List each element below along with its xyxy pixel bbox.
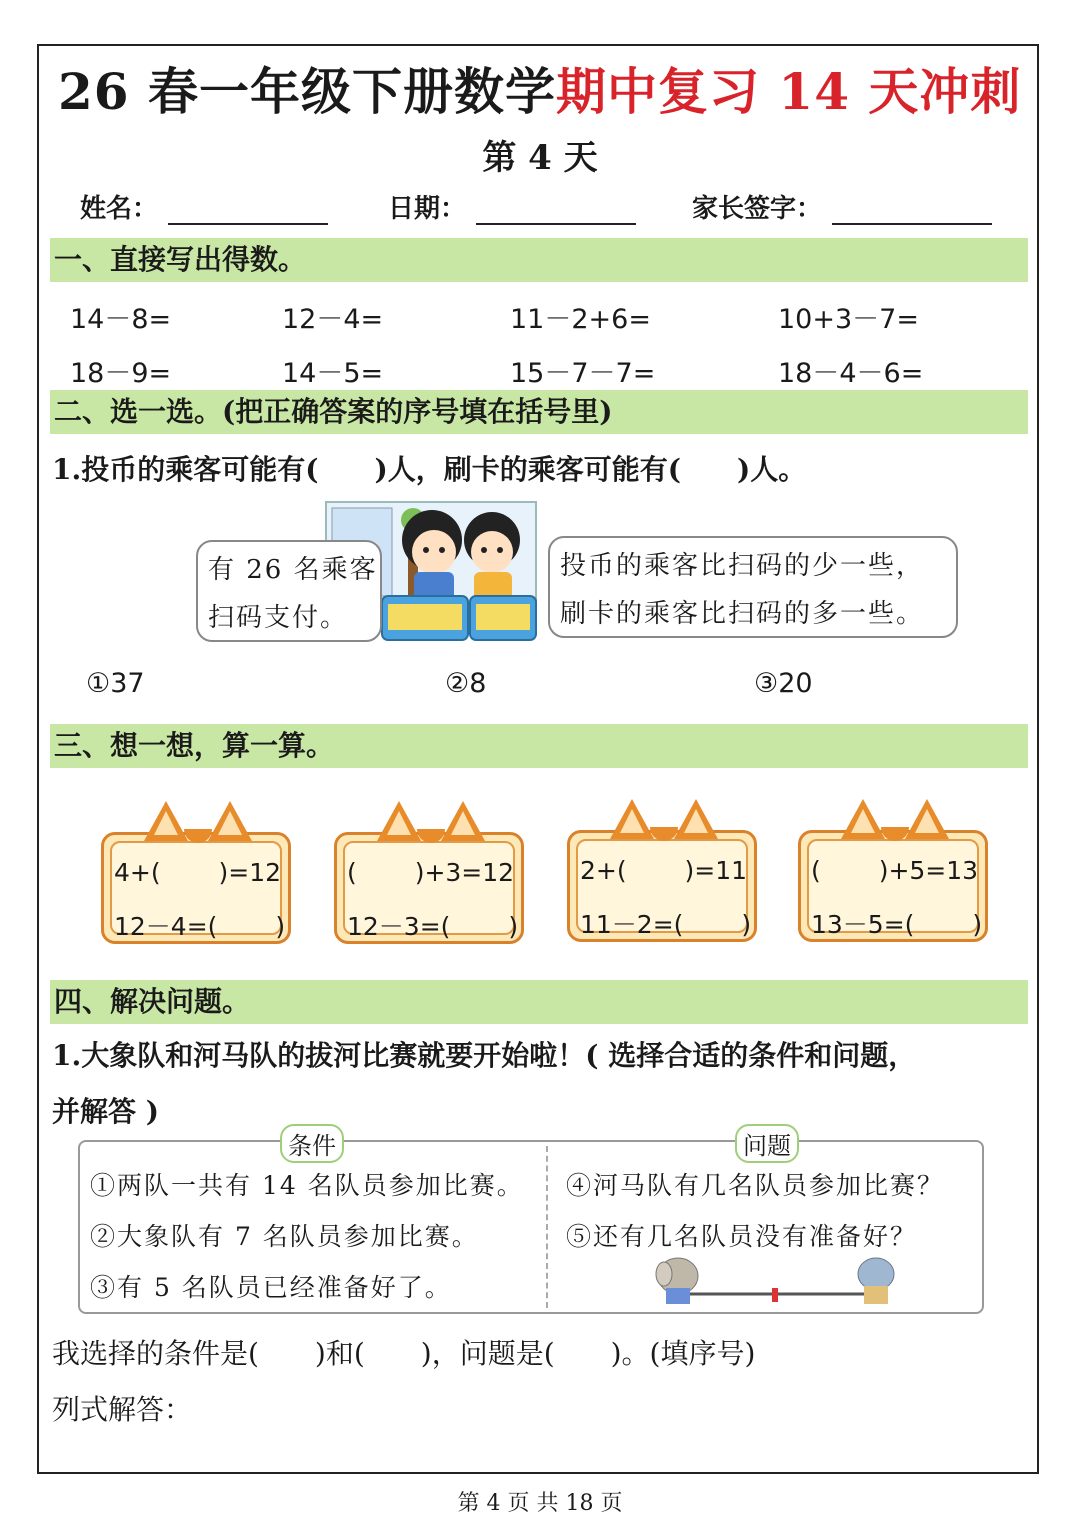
fox-card <box>334 832 524 944</box>
section4-heading: 四、解决问题。 <box>50 980 1028 1024</box>
section1-heading: 一、直接写出得数。 <box>50 238 1028 282</box>
calc-item: 18－4－6= <box>778 358 924 389</box>
section2-heading: 二、选一选。(把正确答案的序号填在括号里) <box>50 390 1028 434</box>
name-field: 姓名： <box>80 188 328 225</box>
option-1[interactable]: ①37 <box>86 668 145 699</box>
speech-bubble-left: 有 26 名乘客 扫码支付。 <box>196 540 382 642</box>
fox-card <box>798 830 988 942</box>
page-title: 26 春一年级下册数学期中复习 14 天冲刺 <box>58 62 1022 121</box>
card-equation-bottom: 13－5=( ) <box>811 910 983 939</box>
condition-item: ①两队一共有 14 名队员参加比赛。 <box>90 1171 524 1200</box>
condition-item: ③有 5 名队员已经准备好了。 <box>90 1273 452 1302</box>
card-equation-top: ( )+5=13 <box>811 856 979 885</box>
name-blank[interactable] <box>168 193 328 225</box>
answer-choice-line: 我选择的条件是( )和( )，问题是( )。(填序号) <box>52 1337 756 1370</box>
calc-item: 15－7－7= <box>510 358 656 389</box>
parent-sign-field: 家长签字： <box>692 188 992 225</box>
date-blank[interactable] <box>476 193 636 225</box>
question-text-cont: 并解答 ) <box>52 1095 159 1128</box>
question-text: 1.投币的乘客可能有( )人，刷卡的乘客可能有( )人。 <box>52 453 807 486</box>
fox-card <box>567 830 757 942</box>
card-equation-bottom: 12－4=( ) <box>114 912 286 941</box>
calc-item: 14－5= <box>282 358 384 389</box>
condition-item: ②大象队有 7 名队员参加比赛。 <box>90 1222 479 1251</box>
option-2[interactable]: ②8 <box>445 668 487 699</box>
speech-bubble-right: 投币的乘客比扫码的少一些， 刷卡的乘客比扫码的多一些。 <box>548 536 958 638</box>
section3-heading: 三、想一想，算一算。 <box>50 724 1028 768</box>
tug-of-war-illustration <box>650 1252 900 1310</box>
conditions-tag: 条件 <box>280 1124 344 1163</box>
question-text: 1.大象队和河马队的拔河比赛就要开始啦！( 选择合适的条件和问题， <box>52 1039 917 1072</box>
sign-blank[interactable] <box>832 193 992 225</box>
calc-item: 18－9= <box>70 358 172 389</box>
card-equation-bottom: 12－3=( ) <box>347 912 519 941</box>
option-3[interactable]: ③20 <box>754 668 813 699</box>
calc-item: 11－2+6= <box>510 304 651 335</box>
divider <box>546 1146 548 1308</box>
calc-item: 14－8= <box>70 304 172 335</box>
question-item: ⑤还有几名队员没有准备好？ <box>566 1222 918 1251</box>
card-equation-top: 2+( )=11 <box>580 856 748 885</box>
card-equation-bottom: 11－2=( ) <box>580 910 752 939</box>
fox-card <box>101 832 291 944</box>
card-equation-top: 4+( )=12 <box>114 858 282 887</box>
questions-tag: 问题 <box>735 1124 799 1163</box>
date-field: 日期： <box>388 188 636 225</box>
day-label: 第 4 天 <box>482 138 598 178</box>
calc-item: 10+3－7= <box>778 304 919 335</box>
question-item: ④河马队有几名队员参加比赛？ <box>566 1171 945 1200</box>
card-equation-top: ( )+3=12 <box>347 858 515 887</box>
solve-label: 列式解答： <box>52 1393 193 1426</box>
page-number: 第 4 页 共 18 页 <box>457 1491 623 1516</box>
calc-item: 12－4= <box>282 304 384 335</box>
